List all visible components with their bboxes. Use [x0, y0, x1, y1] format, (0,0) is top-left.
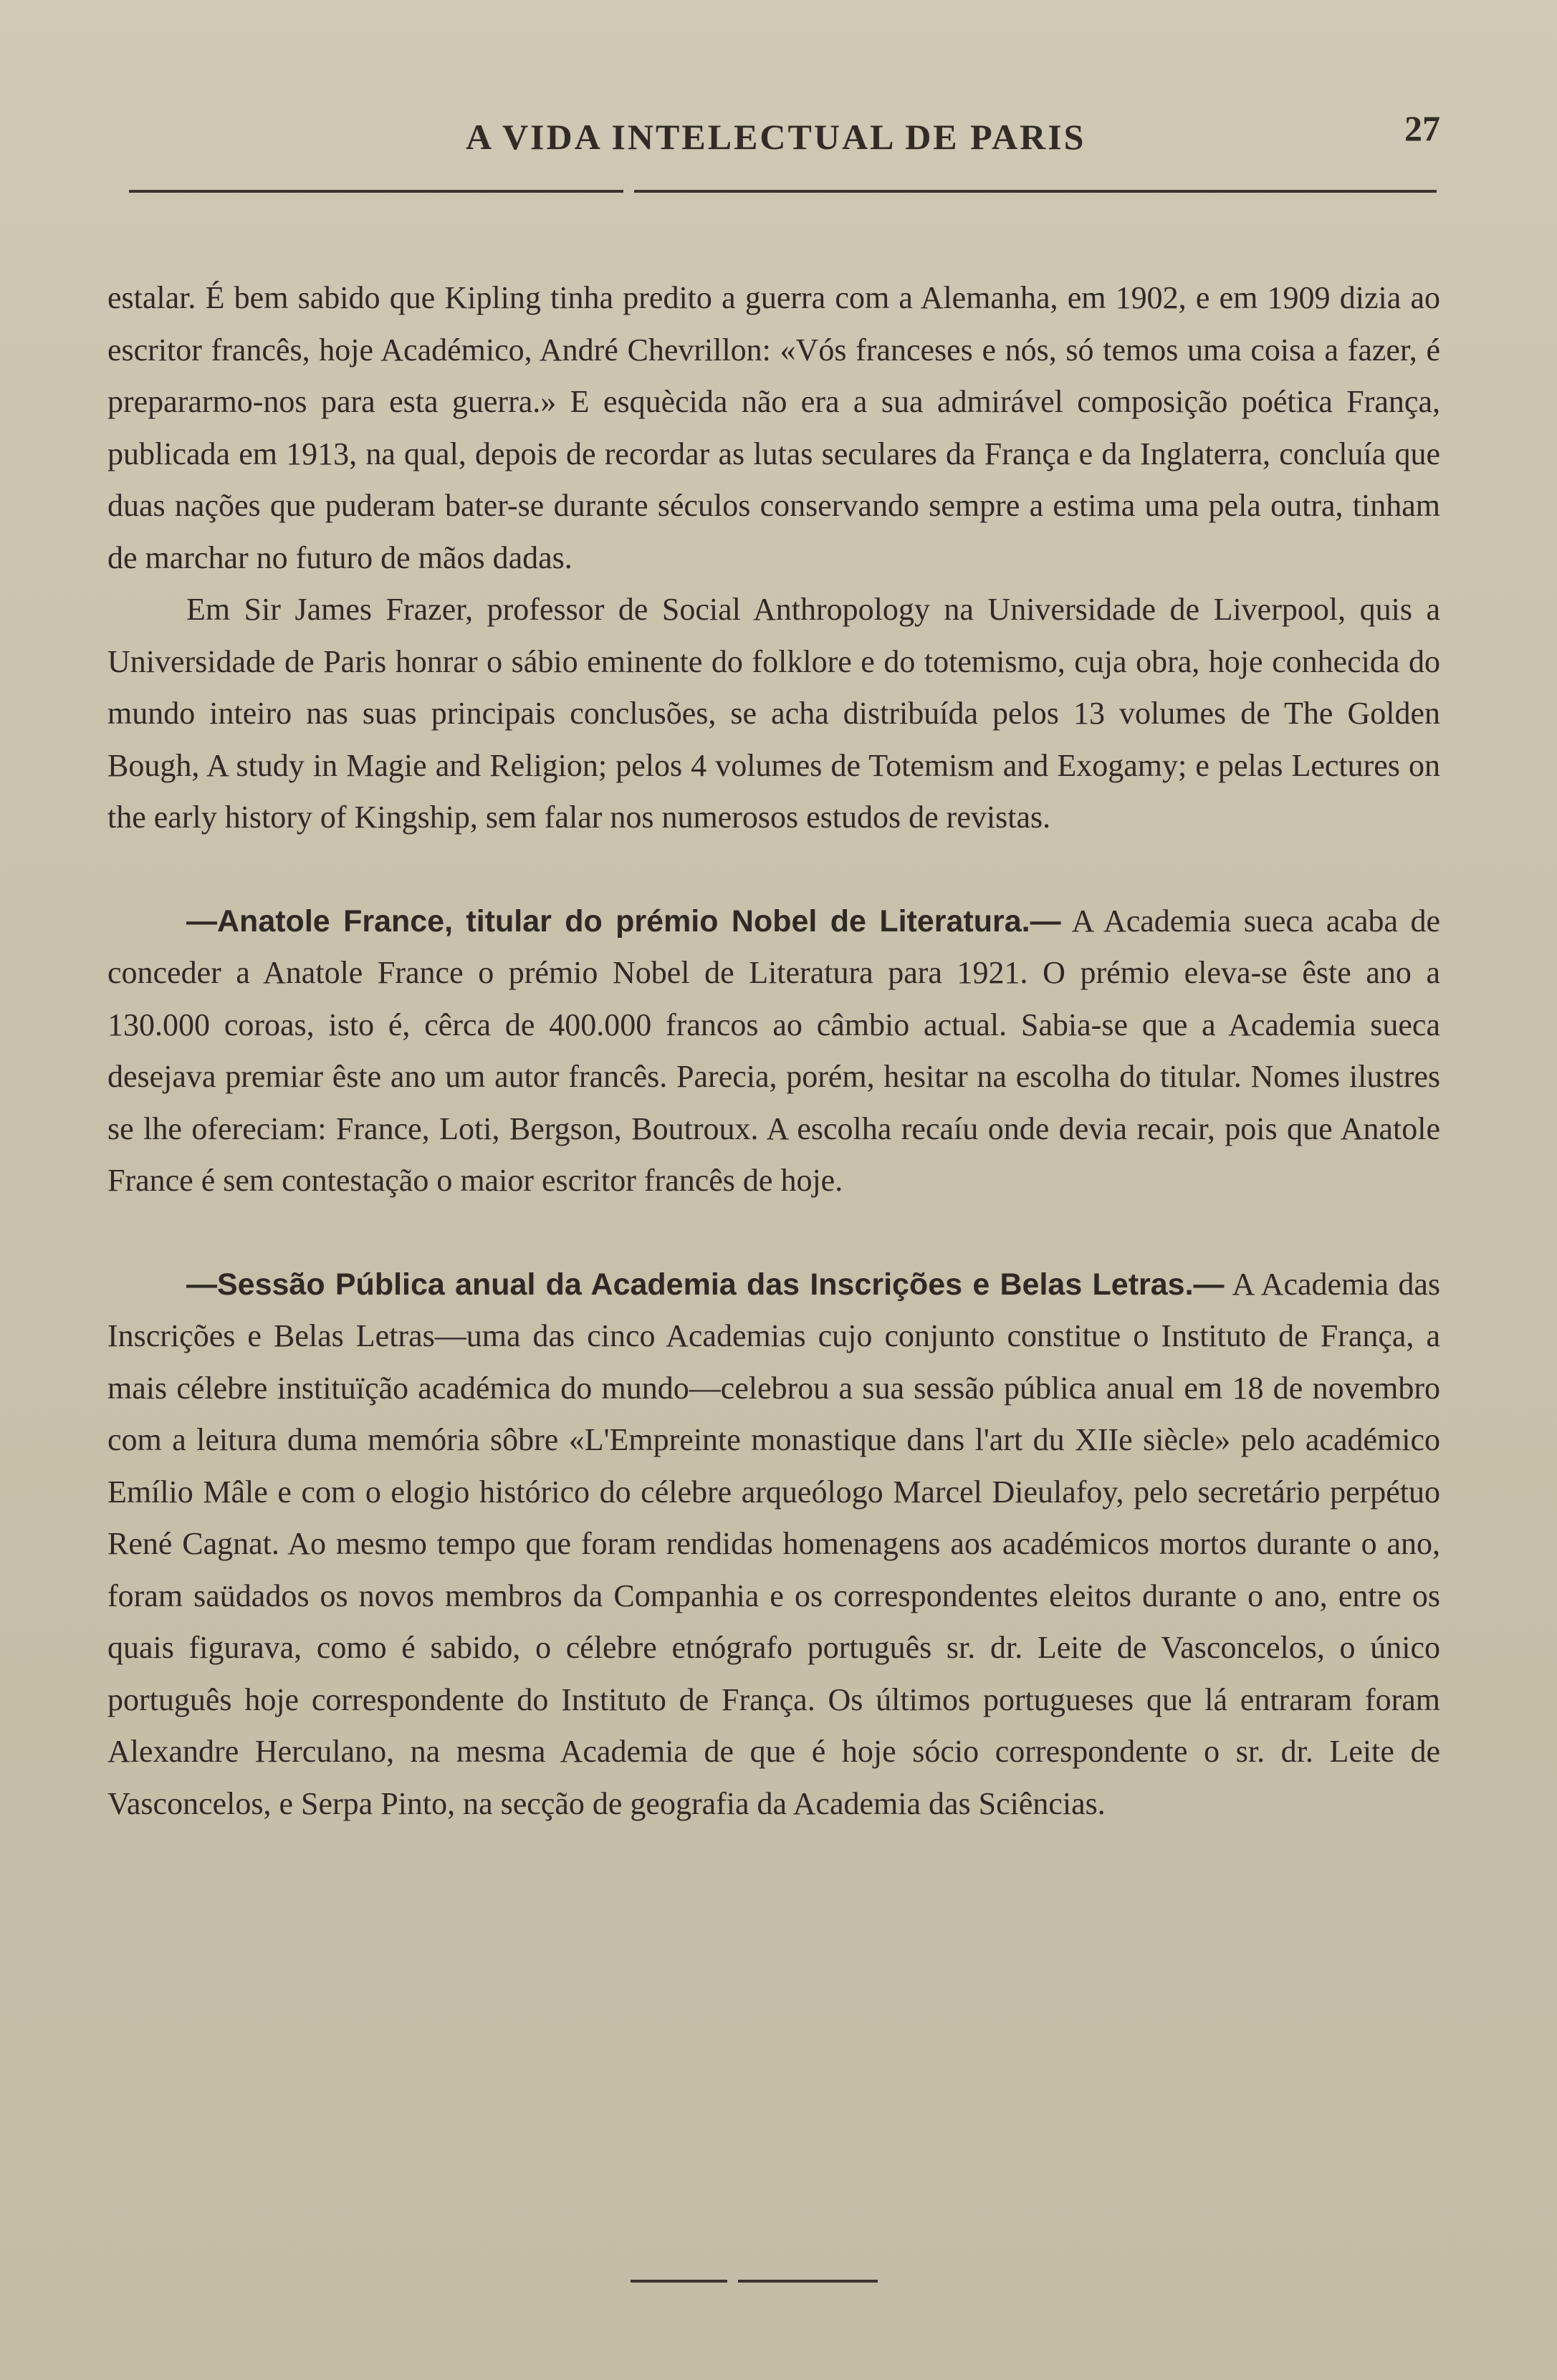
- header-rule-right: [634, 190, 1437, 193]
- paragraph-text: A Academia sueca acaba de conceder a Anatole France o prémio Nobel de Literatura para 1921. O prémio eleva-se êste ano a 130.000 coroas, isto é, cêrca de 400.000 francos ao câmbio actual. Sabia-se que a Academia sueca desejava premiar êste ano um autor francês. Parecia, porém, hesitar na escolha do titular. Nomes ilustres se lhe ofereciam: France, Loti, Bergson, Boutroux. A escolha recaíu onde devia recair, pois que Anatole France é sem contestação o maior escritor francês de hoje.: [107, 903, 1440, 1198]
- footer-rule-left: [631, 2280, 727, 2283]
- body-text: [107, 272, 1440, 1830]
- paragraph-text: A Academia das Inscrições e Belas Letras—uma das cinco Academias cujo conjunto constitue o Instituto de França, a mais célebre instituïção académica do mundo—celebrou a sua sessão pública anual em 18 de novembro com a leitura duma memória sôbre «L'Empreinte monastique dans l'art du XIIe siècle» pelo académico Emílio Mâle e com o elogio histórico do célebre arqueólogo Marcel Dieulafoy, pelo secretário perpétuo René Cagnat. Ao mesmo tempo que foram rendidas homenagens aos académicos mortos durante o ano, foram saüdados os novos membros da Companhia e os correspondentes eleitos durante o ano, entre os quais figurava, como é sabido, o célebre etnógrafo português sr. dr. Leite de Vasconcelos, o único português hoje correspondente do Instituto de França. Os últimos portugueses que lá entraram foram Alexandre Herculano, na mesma Academia de que é hoje sócio correspondente o sr. dr. Leite de Vasconcelos, e Serpa Pinto, na secção de geografia da Academia das Sciências.: [107, 1266, 1440, 1821]
- running-title: A VIDA INTELECTUAL DE PARIS: [466, 117, 1086, 157]
- news-title: —Sessão Pública anual da Academia das Inscrições e Belas Letras.—: [186, 1267, 1225, 1302]
- header-rule-left: [129, 190, 623, 193]
- paragraph-kipling: [107, 272, 1440, 584]
- page-number: 27: [1404, 108, 1440, 148]
- news-title: —Anatole France, titular do prémio Nobel de Literatura.—: [186, 903, 1061, 939]
- page-header: [129, 107, 1440, 172]
- paragraph-anatole-france: [107, 896, 1440, 1207]
- paragraph-academia-inscricoes: [107, 1259, 1440, 1830]
- footer-rule-right: [738, 2280, 878, 2283]
- paragraph-text: Em Sir James Frazer, professor de Social Anthropology na Universidade de Liverpool, quis a Universidade de Paris honrar o sábio eminente do folklore e do totemismo, cuja obra, hoje conhecida do mundo inteiro nas suas principais conclusões, se acha distribuída pelos 13 volumes de The Golden Bough, A study in Magie and Religion; pelos 4 volumes de Totemism and Exogamy; e pelas Lectures on the early history of Kingship, sem falar nos numerosos estudos de revistas.: [107, 592, 1440, 835]
- paragraph-frazer: [107, 584, 1440, 844]
- paragraph-text: estalar. É bem sabido que Kipling tinha predito a guerra com a Alemanha, em 1902, e em 1909 dizia ao escritor francês, hoje Académico, André Chevrillon: «Vós franceses e nós, só temos uma coisa a fazer, é prepararmo-nos para esta guerra.» E esquècida não era a sua admirável composição poética França, publicada em 1913, na qual, depois de recordar as lutas seculares da França e da Inglaterra, concluía que duas nações que puderam bater-se durante séculos conservando sempre a estima uma pela outra, tinham de marchar no futuro de mãos dadas.: [107, 280, 1440, 575]
